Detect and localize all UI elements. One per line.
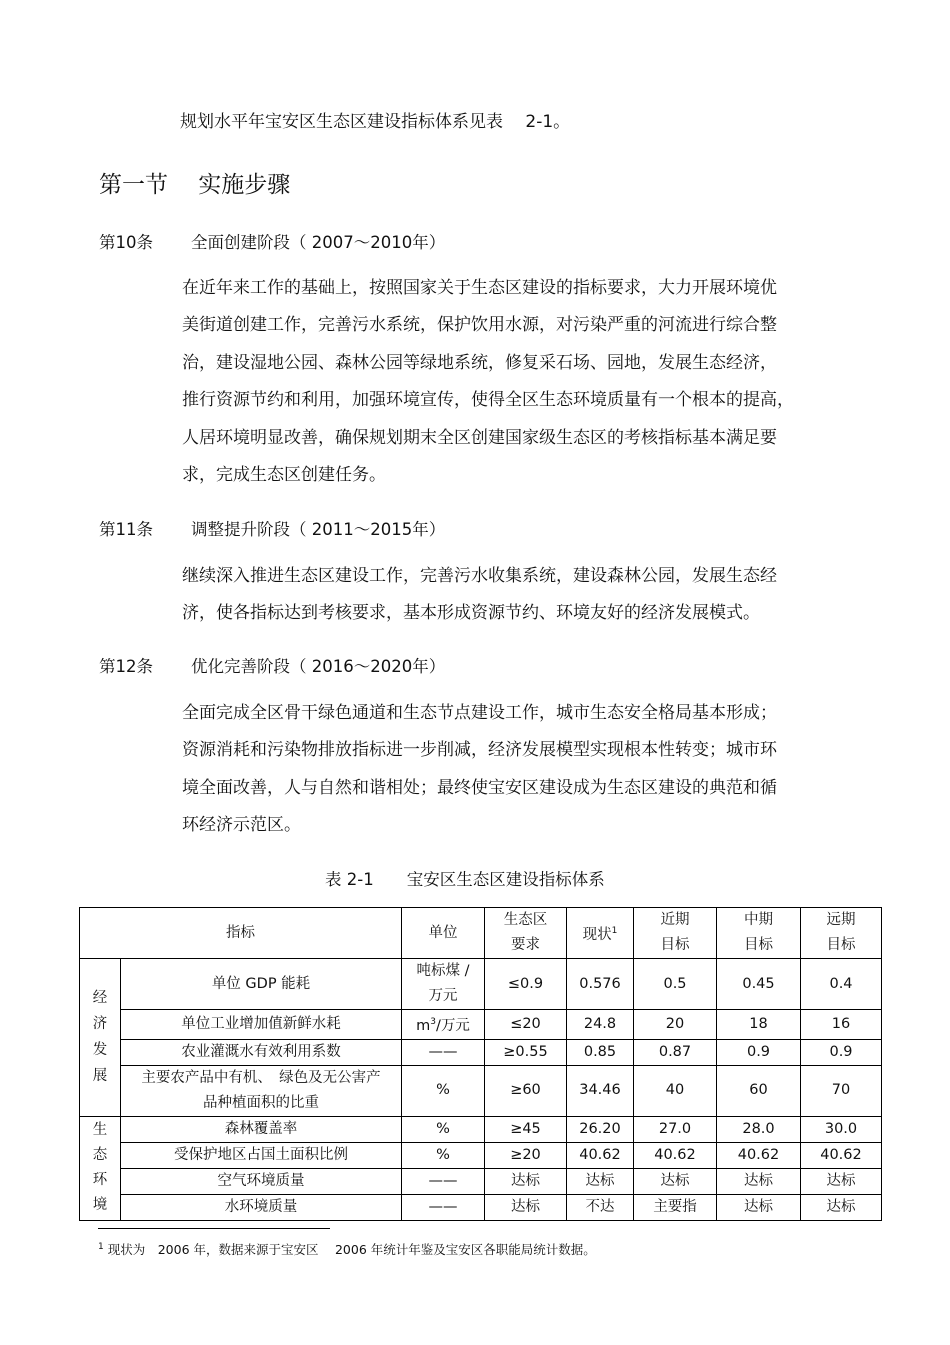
indicator-current: 26.20 <box>567 1116 634 1142</box>
article-12-heading <box>99 653 445 677</box>
indicator-name: 受保护地区占国土面积比例 <box>121 1142 402 1168</box>
table-row <box>80 1065 882 1116</box>
indicator-mid: 60 <box>717 1065 801 1116</box>
group-char: 展 <box>92 1068 108 1085</box>
header-unit: 单位 <box>402 908 485 959</box>
header-current <box>567 908 634 959</box>
article-number: 第12条 <box>99 657 153 676</box>
article-11-heading <box>99 516 445 540</box>
group-char: 境 <box>92 1197 108 1214</box>
indicator-requirement: 达标 <box>485 1194 567 1220</box>
group-char: 环 <box>92 1172 108 1189</box>
indicator-far: 70 <box>801 1065 882 1116</box>
indicator-requirement: ≤0.9 <box>485 959 567 1010</box>
indicator-name: 森林覆盖率 <box>121 1116 402 1142</box>
indicator-near: 40 <box>634 1065 717 1116</box>
indicator-mid: 0.45 <box>717 959 801 1010</box>
article-12-body <box>182 695 832 845</box>
indicator-requirement: ≥20 <box>485 1142 567 1168</box>
para-line: 资源消耗和污染物排放指标进一步削减，经济发展模型实现根本性转变；城市环 <box>182 740 777 761</box>
indicator-unit <box>402 959 485 1010</box>
article-title: 调整提升阶段（ 2011～2015年） <box>191 520 446 539</box>
table-header-row <box>80 908 882 959</box>
indicator-near: 0.5 <box>634 959 717 1010</box>
header-indicator: 指标 <box>80 908 402 959</box>
indicator-mid: 28.0 <box>717 1116 801 1142</box>
footnote-text: 现状为 2006 年，数据来源于宝安区 2006 年统计年鉴及宝安区各职能局统计数据。 <box>107 1242 596 1257</box>
header-line: 生态区 <box>503 912 548 928</box>
header-long-term <box>801 908 882 959</box>
article-11-body <box>182 558 832 633</box>
indicator-name: 水环境质量 <box>121 1194 402 1220</box>
indicator-current: 不达 <box>567 1194 634 1220</box>
indicator-mid: 0.9 <box>717 1039 801 1065</box>
header-near-term <box>634 908 717 959</box>
indicator-mid: 18 <box>717 1010 801 1040</box>
group-char: 经 <box>92 990 108 1007</box>
unit-rest: /万元 <box>435 1017 470 1034</box>
group-economy <box>80 959 121 1117</box>
indicator-far: 30.0 <box>801 1116 882 1142</box>
para-line: 推行资源节约和利用，加强环境宣传，使得全区生态环境质量有一个根本的提高， <box>182 390 794 411</box>
indicator-requirement: 达标 <box>485 1168 567 1194</box>
indicator-far: 达标 <box>801 1168 882 1194</box>
table-row <box>80 1116 882 1142</box>
group-char: 济 <box>92 1016 108 1033</box>
indicator-name: 空气环境质量 <box>121 1168 402 1194</box>
indicator-near: 达标 <box>634 1168 717 1194</box>
indicator-current: 0.85 <box>567 1039 634 1065</box>
article-10-heading <box>99 229 445 253</box>
para-line: 济，使各指标达到考核要求，基本形成资源节约、环境友好的经济发展模式。 <box>182 603 760 624</box>
indicator-unit: % <box>402 1116 485 1142</box>
indicator-requirement: ≥60 <box>485 1065 567 1116</box>
article-number: 第10条 <box>99 233 153 252</box>
indicator-name: 农业灌溉水有效利用系数 <box>121 1039 402 1065</box>
indicator-name: 单位 GDP 能耗 <box>121 959 402 1010</box>
indicator-mid: 40.62 <box>717 1142 801 1168</box>
group-char: 生 <box>92 1122 108 1139</box>
indicator-requirement: ≥0.55 <box>485 1039 567 1065</box>
group-char: 态 <box>92 1147 108 1164</box>
table-caption: 表 2-1 宝安区生态区建设指标体系 <box>325 870 605 889</box>
indicator-unit: —— <box>402 1194 485 1220</box>
indicator-unit: % <box>402 1142 485 1168</box>
para-line: 境全面改善，人与自然和谐相处；最终使宝安区建设成为生态区建设的典范和循 <box>182 777 777 798</box>
indicator-name: 单位工业增加值新鲜水耗 <box>121 1010 402 1040</box>
footnote <box>98 1240 596 1258</box>
table-row <box>80 1039 882 1065</box>
article-number: 第11条 <box>99 520 153 539</box>
header-line: 目标 <box>826 937 856 953</box>
indicator-table <box>79 907 882 1221</box>
indicator-near: 0.87 <box>634 1039 717 1065</box>
indicator-far: 0.9 <box>801 1039 882 1065</box>
header-mid-term <box>717 908 801 959</box>
unit-superscript: 3 <box>430 1017 436 1027</box>
para-line: 求，完成生态区创建任务。 <box>182 465 386 486</box>
indicator-unit: —— <box>402 1039 485 1065</box>
unit-line: 吨标煤 / <box>416 963 470 979</box>
indicator-current: 达标 <box>567 1168 634 1194</box>
para-line: 在近年来工作的基础上，按照国家关于生态区建设的指标要求，大力开展环境优 <box>182 278 777 298</box>
footnote-divider <box>98 1228 330 1229</box>
article-10-body <box>182 270 832 494</box>
para-line: 继续深入推进生态区建设工作，完善污水收集系统，建设森林公园，发展生态经 <box>182 566 777 586</box>
name-line: 品种植面积的比重 <box>203 1094 319 1111</box>
indicator-current: 24.8 <box>567 1010 634 1040</box>
indicator-unit: —— <box>402 1168 485 1194</box>
header-line: 要求 <box>511 937 540 953</box>
group-char: 发 <box>92 1042 108 1059</box>
name-line: 主要农产品中有机、 绿色及无公害产 <box>141 1069 381 1086</box>
table-row <box>80 959 882 1010</box>
indicator-far: 0.4 <box>801 959 882 1010</box>
header-line: 远期 <box>826 912 856 928</box>
footnote-ref: 1 <box>611 925 618 936</box>
indicator-name <box>121 1065 402 1116</box>
header-line: 近期 <box>660 912 690 928</box>
unit-line: 万元 <box>428 988 458 1004</box>
section-title: 第一节 实施步骤 <box>99 172 291 198</box>
indicator-unit <box>402 1010 485 1040</box>
intro-text: 规划水平年宝安区生态区建设指标体系见表 2-1。 <box>180 112 571 132</box>
indicator-mid: 达标 <box>717 1168 801 1194</box>
header-requirement <box>485 908 567 959</box>
table-row <box>80 1142 882 1168</box>
article-title: 优化完善阶段（ 2016～2020年） <box>191 657 446 676</box>
para-line: 全面完成全区骨干绿色通道和生态节点建设工作，城市生态安全格局基本形成； <box>182 703 777 723</box>
indicator-near: 27.0 <box>634 1116 717 1142</box>
header-line: 目标 <box>744 937 773 953</box>
para-line: 人居环境明显改善，确保规划期末全区创建国家级生态区的考核指标基本满足要 <box>182 427 777 448</box>
indicator-mid: 达标 <box>717 1194 801 1220</box>
group-ecology <box>80 1116 121 1220</box>
indicator-far: 40.62 <box>801 1142 882 1168</box>
indicator-current: 40.62 <box>567 1142 634 1168</box>
para-line: 美街道创建工作，完善污水系统，保护饮用水源，对污染严重的河流进行综合整 <box>182 315 777 336</box>
header-line: 现状 <box>582 926 612 943</box>
indicator-current: 0.576 <box>567 959 634 1010</box>
indicator-far: 16 <box>801 1010 882 1040</box>
header-line: 中期 <box>744 912 773 928</box>
indicator-unit: % <box>402 1065 485 1116</box>
para-line: 环经济示范区。 <box>182 815 301 836</box>
indicator-near: 40.62 <box>634 1142 717 1168</box>
indicator-requirement: ≥45 <box>485 1116 567 1142</box>
indicator-far: 达标 <box>801 1194 882 1220</box>
article-title: 全面创建阶段（ 2007～2010年） <box>191 233 446 252</box>
table-row <box>80 1010 882 1040</box>
unit-m: m <box>416 1017 431 1034</box>
table-row <box>80 1168 882 1194</box>
para-line: 治，建设湿地公园、森林公园等绿地系统，修复采石场、园地，发展生态经济， <box>182 352 777 373</box>
table-row <box>80 1194 882 1220</box>
indicator-near: 主要指 <box>634 1194 717 1220</box>
header-line: 目标 <box>660 937 690 953</box>
footnote-mark: 1 <box>98 1241 104 1252</box>
indicator-near: 20 <box>634 1010 717 1040</box>
indicator-requirement: ≤20 <box>485 1010 567 1040</box>
indicator-current: 34.46 <box>567 1065 634 1116</box>
